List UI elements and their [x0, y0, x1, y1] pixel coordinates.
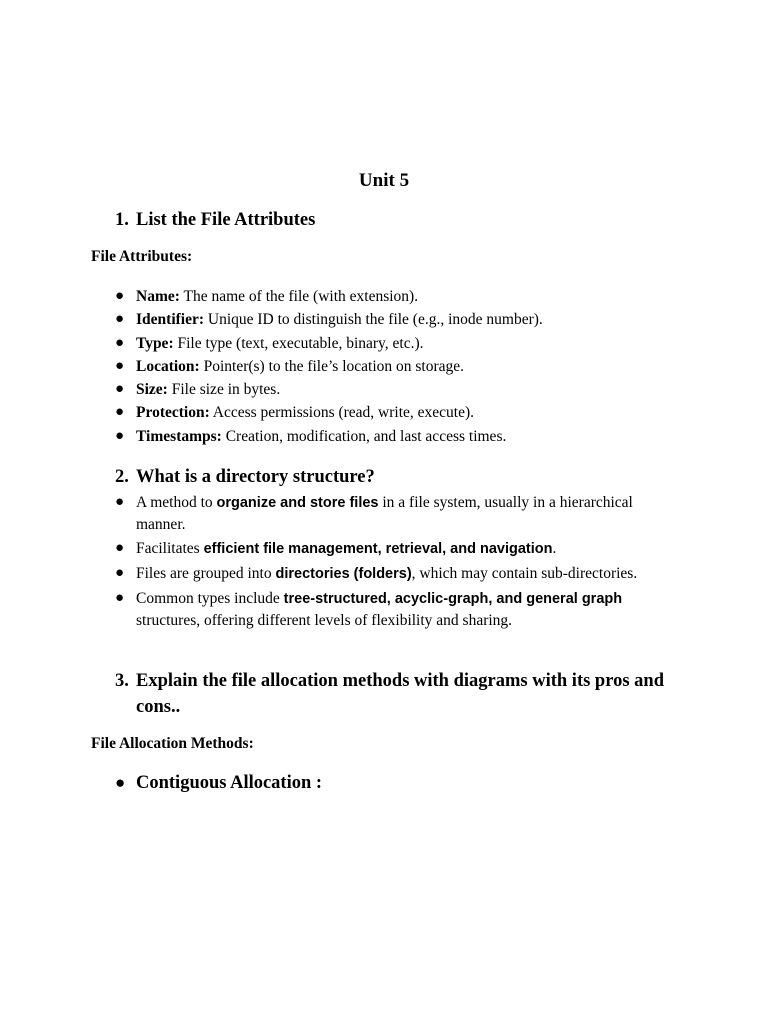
point-bold-text: efficient file management, retrieval, and navigation [203, 541, 553, 557]
point-text: . [552, 540, 557, 557]
bullet-icon: ● [115, 404, 125, 421]
attribute-term: Identifier: [136, 311, 205, 329]
list-item [115, 378, 675, 401]
question-2-number: 2. [115, 467, 129, 487]
question-2-text: What is a directory structure? [136, 467, 375, 487]
question-2-heading [115, 464, 695, 490]
bullet-icon: ● [115, 381, 125, 398]
bullet-icon: ● [115, 311, 125, 328]
bullet-icon: ● [115, 427, 125, 444]
list-item [115, 492, 675, 535]
question-3-text: Explain the file allocation methods with diagrams with its pros and cons.. [136, 671, 664, 717]
list-item [115, 588, 675, 631]
point-text: Facilitates [136, 540, 204, 557]
bullet-icon: ● [115, 590, 125, 606]
attribute-desc: The name of the file (with extension). [179, 288, 419, 305]
point-text: Common types include [136, 590, 284, 607]
attribute-term: Size: [136, 381, 168, 399]
list-item [115, 285, 675, 308]
bullet-icon: ● [115, 540, 125, 556]
bullet-icon: ● [115, 494, 125, 510]
attribute-desc: File type (text, executable, binary, etc.). [173, 334, 424, 352]
file-attributes-heading: File Attributes: [91, 248, 193, 265]
attribute-desc: Creation, modification, and last access times. [221, 427, 507, 445]
point-bold-text: tree-structured, acyclic-graph, and general graph [283, 591, 623, 607]
question-1-heading [115, 207, 695, 233]
point-bold-text: organize and store files [216, 495, 379, 511]
directory-points-list [115, 492, 675, 634]
point-text: structures, offering different levels of flexibility and sharing. [136, 612, 513, 629]
bullet-icon: ● [115, 334, 125, 351]
attributes-list [115, 285, 675, 448]
attribute-desc: Access permissions (read, write, execute). [209, 404, 475, 422]
attribute-term: Timestamps: [136, 427, 222, 445]
bullet-icon: ● [115, 288, 125, 304]
allocation-methods-heading: File Allocation Methods: [91, 735, 254, 752]
list-item [115, 308, 675, 331]
attribute-term: Location: [136, 357, 200, 375]
attribute-desc: Pointer(s) to the file’s location on storage. [199, 357, 465, 375]
point-text: Files are grouped into [136, 565, 276, 582]
attribute-desc: Unique ID to distinguish the file (e.g., inode number). [204, 311, 543, 329]
point-bold-text: directories (folders) [275, 566, 412, 582]
bullet-icon: ● [115, 357, 125, 374]
attribute-term: Protection: [136, 404, 210, 422]
attribute-term: Type: [136, 334, 174, 352]
list-item [115, 538, 675, 560]
bullet-icon: ● [115, 565, 125, 581]
question-3-heading [115, 668, 695, 720]
list-item [115, 563, 675, 585]
point-text: A method to [136, 494, 217, 511]
bullet-icon: ● [115, 773, 126, 792]
list-item [115, 355, 675, 378]
contiguous-allocation-text: Contiguous Allocation : [136, 773, 323, 793]
question-1-text: List the File Attributes [136, 210, 316, 230]
question-1-number: 1. [115, 210, 129, 230]
attribute-desc: File size in bytes. [167, 381, 281, 399]
list-item [115, 425, 675, 448]
list-item [115, 332, 675, 355]
contiguous-allocation-item [115, 770, 322, 796]
point-text: in a file system, usually in a hierarchical manner. [136, 494, 633, 533]
question-3-number: 3. [115, 671, 129, 691]
attribute-term: Name: [136, 288, 180, 305]
unit-title: Unit 5 [358, 170, 410, 191]
point-text: , which may contain sub-directories. [411, 565, 638, 582]
list-item [115, 401, 675, 424]
